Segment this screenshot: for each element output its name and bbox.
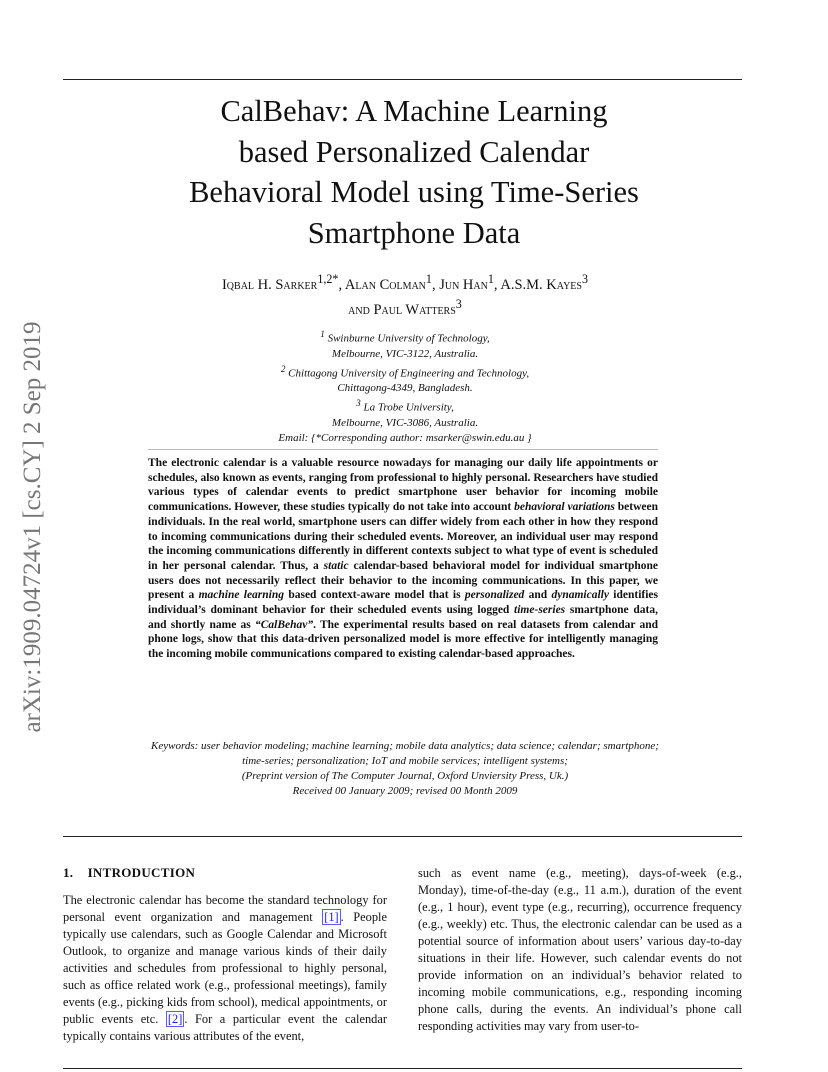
section-number: 1. [63,865,74,880]
keywords-line: Keywords: user behavior modeling; machine learning; mobile data analytics; data science; calendar; smartphone; time-series; personalization; IoT and mobile services; intelligent systems; [151,740,659,767]
affil-line: Chittagong University of Engineering and Technology, [288,367,530,380]
affil-line: Melbourne, VIC-3122, Australia. [331,347,479,360]
author-name: Paul Watters [373,301,456,318]
abstract-divider [148,449,658,450]
author-affil-mark: 3 [581,272,589,286]
author-affil-mark: 1 [487,272,494,286]
affiliations [150,327,660,446]
abstract-emphasis: behavioral variations [514,501,615,514]
affil-line: Swinburne University of Technology, [327,332,490,345]
abstract-run: The electronic calendar is a valuable resource nowadays for managing our daily life appointments or schedules, also known as events, ranging from professional to highly personal. Researchers have studied various types of calendar events to predict smartphone user behavior for incoming mobile communications. However, these studies typically do not take into account [148,457,658,514]
body-paragraph: such as event name (e.g., meeting), days-of-week (e.g., Monday), time-of-the-day (e.g., 11 a.m.), duration of the event (e.g., 1 hour), event type (e.g., recurring), occurrence frequency (e.g., weekly) etc. Thus, the electronic calendar can be used as a potential source of information about users’ various day-to-day situations in their life. However, such calendar events do not provide information on an individual’s behavior related to incoming mobile communications, e.g., responding incoming phone calls, during the events. An individual’s phone call responding activities may vary from user-to- [418,866,742,1033]
keywords-block [150,739,660,799]
arxiv-id-label: arXiv:1909.04724v1 [cs.CY] 2 Sep 2019 [19,321,46,733]
title-line: based Personalized Calendar [238,134,590,169]
author-name: Jun Han [439,276,488,293]
author-affil-mark: 1,2* [317,272,339,286]
body-run: . People typically use calendars, such as Google Calendar and Microsoft Outlook, to organize and manage various kinds of their daily activities and schedules from professional to highly personal, such as office related work (e.g., professional meetings), family events (e.g., picking kids from school), medical appointments, or public events etc. [63,910,387,1026]
affil-mark: 1 [320,329,325,339]
author-name: Alan Colman [344,276,426,293]
received-dates: Received 00 January 2009; revised 00 Month 2009 [292,785,518,797]
body-run: . For a particular event the calendar typically contains various attributes of the event, [63,1012,387,1043]
abstract-run: . The experimental results based on real datasets from calendar and phone logs, show that this data-driven personalized model is more effective for intelligently managing the incoming mobile communications compared to existing calendar-based approaches. [148,618,658,661]
body-run: The electronic calendar has become the standard technology for personal event organization and management [63,893,387,924]
author-conjunction: and [348,301,370,318]
abstract-emphasis: personalized [464,589,525,602]
corresponding-email: Email: {*Corresponding author: msarker@swin.edu.au } [278,431,532,444]
abstract-run: identifies individual’s dominant behavior for their scheduled events using logged [148,589,658,617]
preprint-note: (Preprint version of The Computer Journal, Oxford Unviersity Press, Uk.) [241,770,569,782]
abstract-run: between individuals. In the real world, smartphone users can differ widely from each other in how they respond to incoming communications during their scheduled events. Moreover, an individual user may respond the incoming communications differently in different contexts subject to what type of event is scheduled in her personal calendar. Thus, a [148,501,658,572]
abstract-run: and [524,589,552,602]
top-rule [63,79,742,80]
abstract-emphasis: “CalBehav” [254,618,314,631]
citation-link[interactable]: [2] [167,1012,183,1026]
body-column-left [63,892,387,1045]
abstract-emphasis: time-series [514,604,566,617]
abstract-run: smartphone data, and shortly name as [148,604,658,631]
affil-line: La Trobe University, [363,401,454,414]
citation-link[interactable]: [1] [324,910,339,924]
abstract-text [148,456,658,662]
title-line: CalBehav: A Machine Learning [220,94,608,128]
abstract-run: calendar-based behavioral model for individual smartphone users does not necessarily reflect their behavior to the incoming communications. In this paper, we present a [148,559,658,602]
abstract-emphasis: dynamically [551,589,609,602]
paper-title [120,91,708,253]
affil-line: Chittagong-4349, Bangladesh. [337,382,473,395]
affil-mark: 3 [356,398,361,409]
affil-line: Melbourne, VIC-3086, Australia. [331,416,479,429]
section-heading [63,865,195,881]
arxiv-sidebar-stamp [8,292,58,762]
abstract [148,456,658,662]
bottom-rule [63,1068,742,1069]
author-name: Iqbal H. Sarker [221,276,318,293]
abstract-run: based context-aware model that is [284,589,465,602]
author-affil-mark: 3 [455,296,462,311]
section-title: INTRODUCTION [87,865,196,880]
author-affil-mark: 1 [425,272,432,286]
author-list: Iqbal H. Sarker$^{1,2*}$, Alan Colman$^1$, Jun Han$^1$, A.S.M. Kayes$^3$ and Paul Watters$^3$ [221,272,589,318]
affil-mark: 2 [280,363,286,374]
title-line: Smartphone Data [307,215,521,250]
mid-rule [63,836,742,837]
body-column-right [418,865,742,1035]
title-line: Behavioral Model using Time-Series [189,175,639,209]
body-paragraph [63,892,387,1045]
abstract-emphasis: machine learning [198,589,285,602]
author-name: A.S.M. Kayes [500,276,582,293]
abstract-emphasis: static [323,559,349,572]
